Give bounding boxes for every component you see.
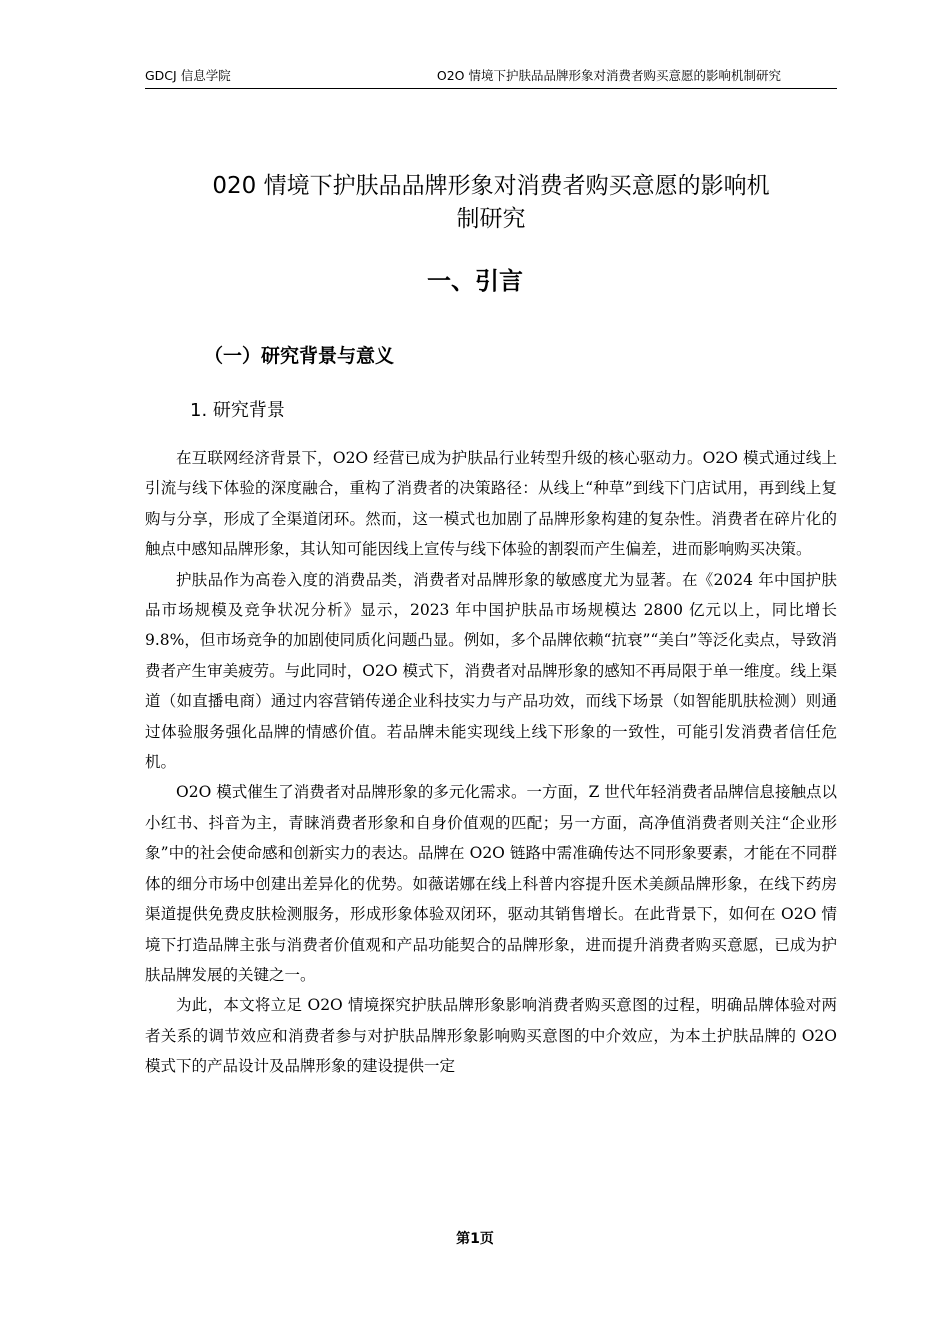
body-text — [145, 443, 837, 1082]
page-number: 第1页 — [456, 1231, 494, 1247]
header-paper-title: O2O 情境下护肤品品牌形象对消费者购买意愿的影响机制研究 — [436, 68, 781, 83]
header-institution: GDCJ 信息学院 — [145, 68, 231, 83]
running-header — [145, 66, 837, 89]
chapter-heading: 一、引言 — [427, 267, 523, 295]
document-title-line-1: 020 情境下护肤品品牌形象对消费者购买意愿的影响机 — [212, 173, 770, 199]
paragraph: O2O 模式催生了消费者对品牌形象的多元化需求。一方面，Z 世代年轻消费者品牌信息接触点以小红书、抖音为主，青睐消费者形象和自身价值观的匹配；另一方面，高净值消费者则关注“企业形象”中的社会使命感和创新实力的表达。品牌在 O2O 链路中需准确传达不同形象要素，才能在不同群体的细分市场中创建出差异化的优势。如薇诺娜在线上科普内容提升医术美颜品牌形象，在线下药房渠道提供免费皮肤检测服务，形成形象体验双闭环，驱动其销售增长。在此背景下，如何在 O2O 情境下打造品牌主张与消费者价值观和产品功能契合的品牌形象，进而提升消费者购买意愿，已成为护肤品牌发展的关键之一。 — [145, 783, 837, 984]
document-title-line-2: 制研究 — [456, 206, 526, 232]
section-heading: （一）研究背景与意义 — [204, 345, 395, 367]
paragraph: 护肤品作为高卷入度的消费品类，消费者对品牌形象的敏感度尤为显著。在《2024 年中国护肤品市场规模及竞争状况分析》显示，2023 年中国护肤品市场规模达 2800 亿元以上，同比增长 9.8%，但市场竞争的加剧使同质化问题凸显。例如，多个品牌依赖“抗衰”“美白”等泛化卖点，导致消费者产生审美疲劳。与此同时，O2O 模式下，消费者对品牌形象的感知不再局限于单一维度。线上渠道（如直播电商）通过内容营销传递企业科技实力与产品功效，而线下场景（如智能肌肤检测）则通过体验服务强化品牌的情感价值。若品牌未能实现线上线下形象的一致性，可能引发消费者信任危机。 — [145, 570, 837, 772]
document-title — [140, 170, 842, 236]
paragraph: 为此，本文将立足 O2O 情境探究护肤品牌形象影响消费者购买意图的过程，明确品牌体验对两者关系的调节效应和消费者参与对护肤品牌形象影响购买意图的中介效应，为本土护肤品牌的 O2O 模式下的产品设计及品牌形象的建设提供一定 — [145, 996, 837, 1076]
paragraph: 在互联网经济背景下，O2O 经营已成为护肤品行业转型升级的核心驱动力。O2O 模式通过线上引流与线下体验的深度融合，重构了消费者的决策路径：从线上“种草”到线下门店试用，再到线上复购与分享，形成了全渠道闭环。然而，这一模式也加剧了品牌形象构建的复杂性。消费者在碎片化的触点中感知品牌形象，其认知可能因线上宣传与线下体验的割裂而产生偏差，进而影响购买决策。 — [145, 449, 837, 559]
subsection-heading: 1. 研究背景 — [190, 400, 285, 421]
